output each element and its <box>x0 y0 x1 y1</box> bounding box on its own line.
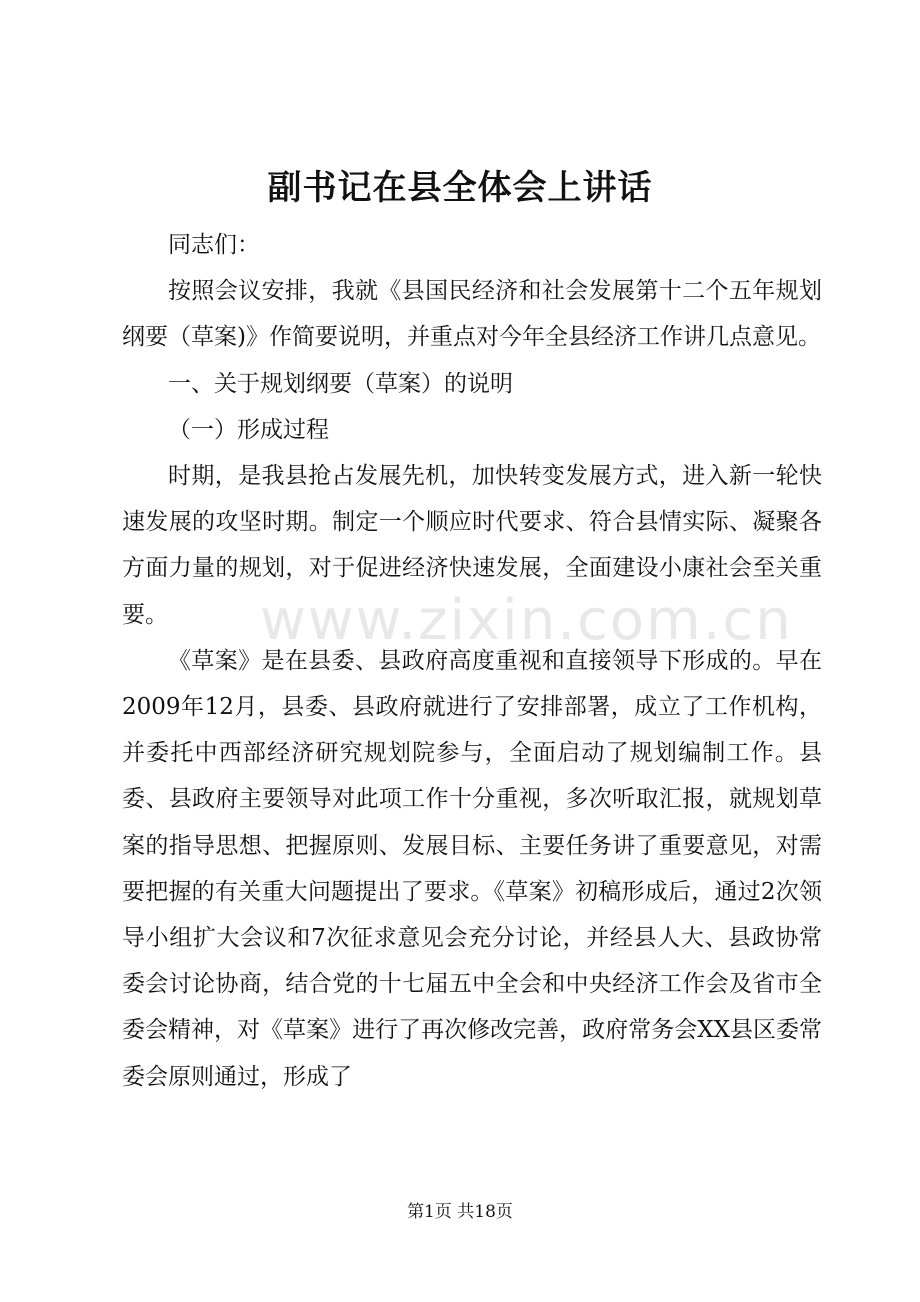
paragraph-period: 时期，是我县抢占发展先机，加快转变发展方式，进入新一轮快速发展的攻坚时期。制定一个顺应时代要求、符合县情实际、凝聚各方面力量的规划，对于促进经济快速发展，全面建设小康社会至关重要。 <box>122 463 822 628</box>
page-footer: 第1页 共18页 <box>407 1202 513 1222</box>
paragraph-intro: 按照会议安排，我就《县国民经济和社会发展第十二个五年规划纲要（草案)》作简要说明，并重点对今年全县经济工作讲几点意见。 <box>122 278 822 351</box>
paragraph-salutation: 同志们： <box>168 232 260 258</box>
section-heading: 一、关于规划纲要（草案）的说明 <box>168 370 513 397</box>
watermark-text: www.zixin.com.cn <box>260 588 793 653</box>
paragraph-draft-process: 《草案》是在县委、县政府高度重视和直接领导下形成的。早在2009年12月，县委、县政府就进行了安排部署，成立了工作机构，并委托中西部经济研究规划院参与，全面启动了规划编制工作。县委、县政府主要领导对此项工作十分重视，多次听取汇报，就规划草案的指导思想、把握原则、发展目标、主要任务讲了重要意见，对需要把握的有关重大问题提出了要求。《草案》初稿形成后，通过2次领导小组扩大会议和7次征求意见会充分讨论，并经县人大、县政协常委会讨论协商，结合党的十七届五中全会和中央经济工作会及省市全委会精神，对《草案》进行了再次修改完善，政府常务会XX县区委常委会原则通过，形成了 <box>122 647 822 1090</box>
document-body <box>122 222 822 1100</box>
subsection-heading: （一）形成过程 <box>168 416 329 443</box>
document-title: 副书记在县全体会上讲话 <box>267 168 653 208</box>
